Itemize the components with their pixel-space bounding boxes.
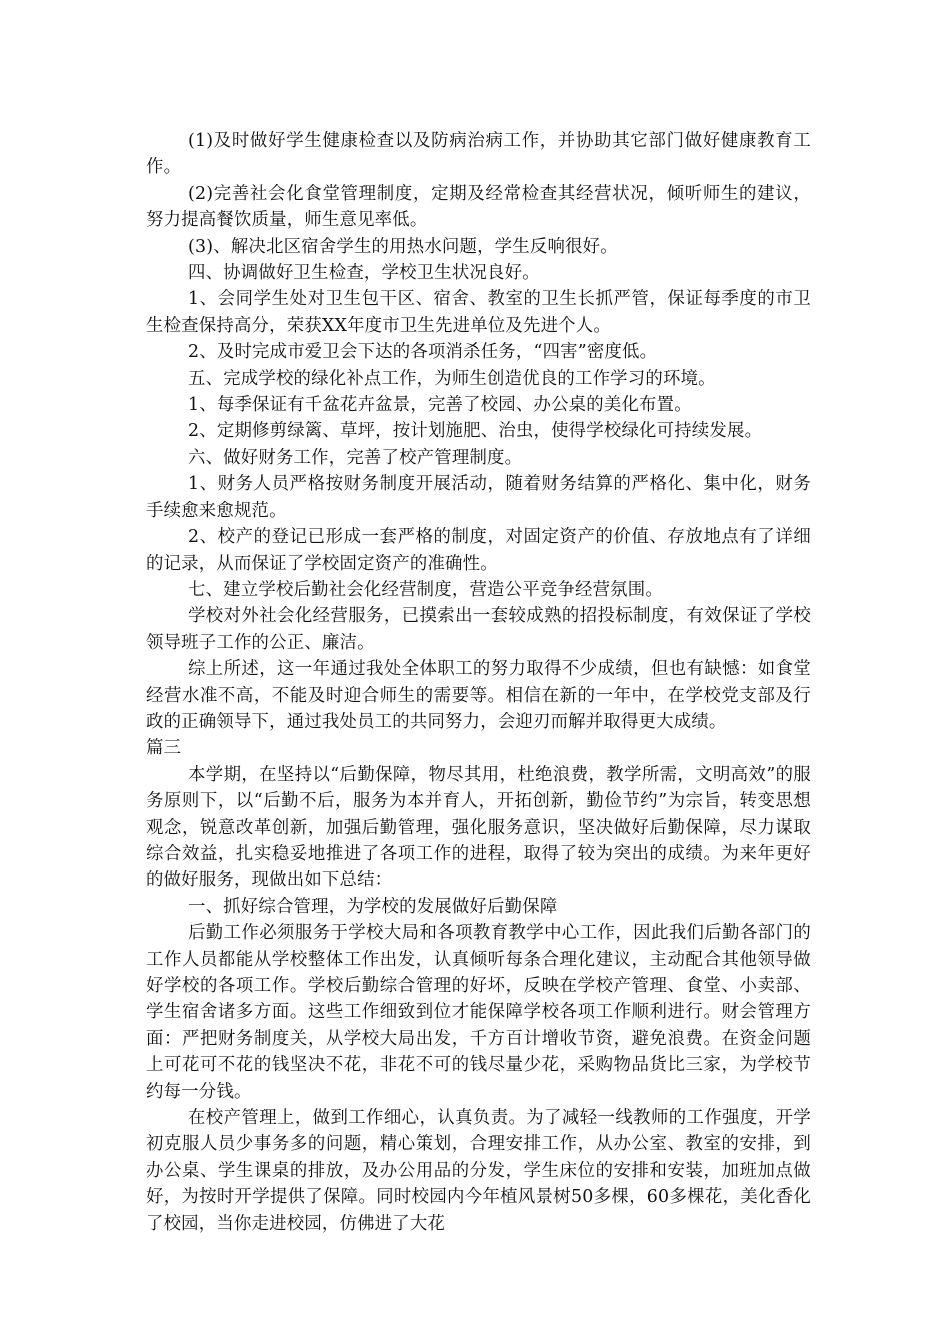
intro-paragraph: 本学期，在坚持以“后勤保障，物尽其用，杜绝浪费，教学所需，文明高效”的服务原则下，以“后勤不后，服务为本并育人，开拓创新，勤俭节约”为宗旨，转变思想观念，锐意改革创新，加强后勤管理，强化服务意识，坚决做好后勤保障，尽力谋取综合效益，扎实稳妥地推进了各项工作的进程，取得了较为突出的成绩。为来年更好的做好服务，现做出如下总结：: [146, 764, 811, 891]
section-heading: 五、完成学校的绿化补点工作，为师生创造优良的工作学习的环境。: [188, 368, 716, 389]
paragraph: 在校产管理上，做到工作细心，认真负责。为了减轻一线教师的工作强度，开学初克服人员少事务多的问题，精心策划，合理安排工作，从办公室、教室的安排，到办公桌、学生课桌的排放，及办公用品的分发，学生床位的安排和安装，加班加点做好，为按时开学提供了保障。同时校园内今年植风景树50多棵，60多棵花，美化香化了校园，当你走进校园，仿佛进了大花: [146, 1108, 811, 1234]
section-heading: 六、做好财务工作，完善了校产管理制度。: [188, 447, 523, 468]
summary-paragraph: 综上所述，这一年通过我处全体职工的努力取得不少成绩，但也有缺憾：如食堂经营水准不高，不能及时迎合师生的需要等。相信在新的一年中，在学校党支部及行政的正确领导下，通过我处员工的共同努力，会迎刃而解并取得更大成绩。: [146, 659, 811, 732]
paragraph: 学校对外社会化经营服务，已摸索出一套较成熟的招投标制度，有效保证了学校领导班子工作的公正、廉洁。: [146, 606, 811, 653]
paragraph: 2、校产的登记已形成一套严格的制度，对固定资产的价值、存放地点有了详细的记录，从而保证了学校固定资产的准确性。: [146, 527, 811, 574]
paragraph: 1、会同学生处对卫生包干区、宿舍、教室的卫生长抓严管，保证每季度的市卫生检查保持高分，荣获XX年度市卫生先进单位及先进个人。: [146, 289, 811, 336]
paragraph: 1、财务人员严格按财务制度开展活动，随着财务结算的严格化、集中化，财务手续愈来愈规范。: [146, 474, 811, 521]
section-heading: 七、建立学校后勤社会化经营制度，营造公平竞争经营氛围。: [188, 579, 663, 600]
paragraph: 后勤工作必须服务于学校大局和各项教育教学中心工作，因此我们后勤各部门的工作人员都能从学校整体工作出发，认真倾听每条合理化建议，主动配合其他领导做好学校的各项工作。学校后勤综合管理的好坏，反映在学校产管理、食堂、小卖部、学生宿舍诸多方面。这些工作细致到位才能保障学校各项工作顺利进行。财会管理方面：严把财务制度关，从学校大局出发，千方百计增收节资，避免浪费。在资金问题上可花可不花的钱坚决不花，非花不可的钱尽量少花，采购物品货比三家，为学校节约每一分钱。: [146, 923, 811, 1102]
section-heading: 四、协调做好卫生检查，学校卫生状况良好。: [188, 263, 540, 284]
paragraph: 1、每季保证有千盆花卉盆景，完善了校园、办公桌的美化布置。: [188, 395, 692, 416]
paragraph: 2、及时完成市爱卫会下达的各项消杀任务，“四害”密度低。: [188, 342, 658, 363]
paragraph: 2、定期修剪绿篱、草坪，按计划施肥、治虫，使得学校绿化可持续发展。: [188, 421, 763, 442]
paragraph: (2)完善社会化食堂管理制度，定期及经常检查其经营状况，倾听师生的建议，努力提高餐饮质量，师生意见率低。: [146, 183, 811, 231]
document-body: [146, 128, 811, 1237]
section-heading: 一、抓好综合管理，为学校的发展做好后勤保障: [188, 896, 558, 917]
paragraph: (3)、解决北区宿舍学生的用热水问题，学生反响很好。: [188, 236, 618, 257]
part-title: 篇三: [146, 738, 182, 759]
paragraph: (1)及时做好学生健康检查以及防病治病工作，并协助其它部门做好健康教育工作。: [146, 131, 811, 178]
